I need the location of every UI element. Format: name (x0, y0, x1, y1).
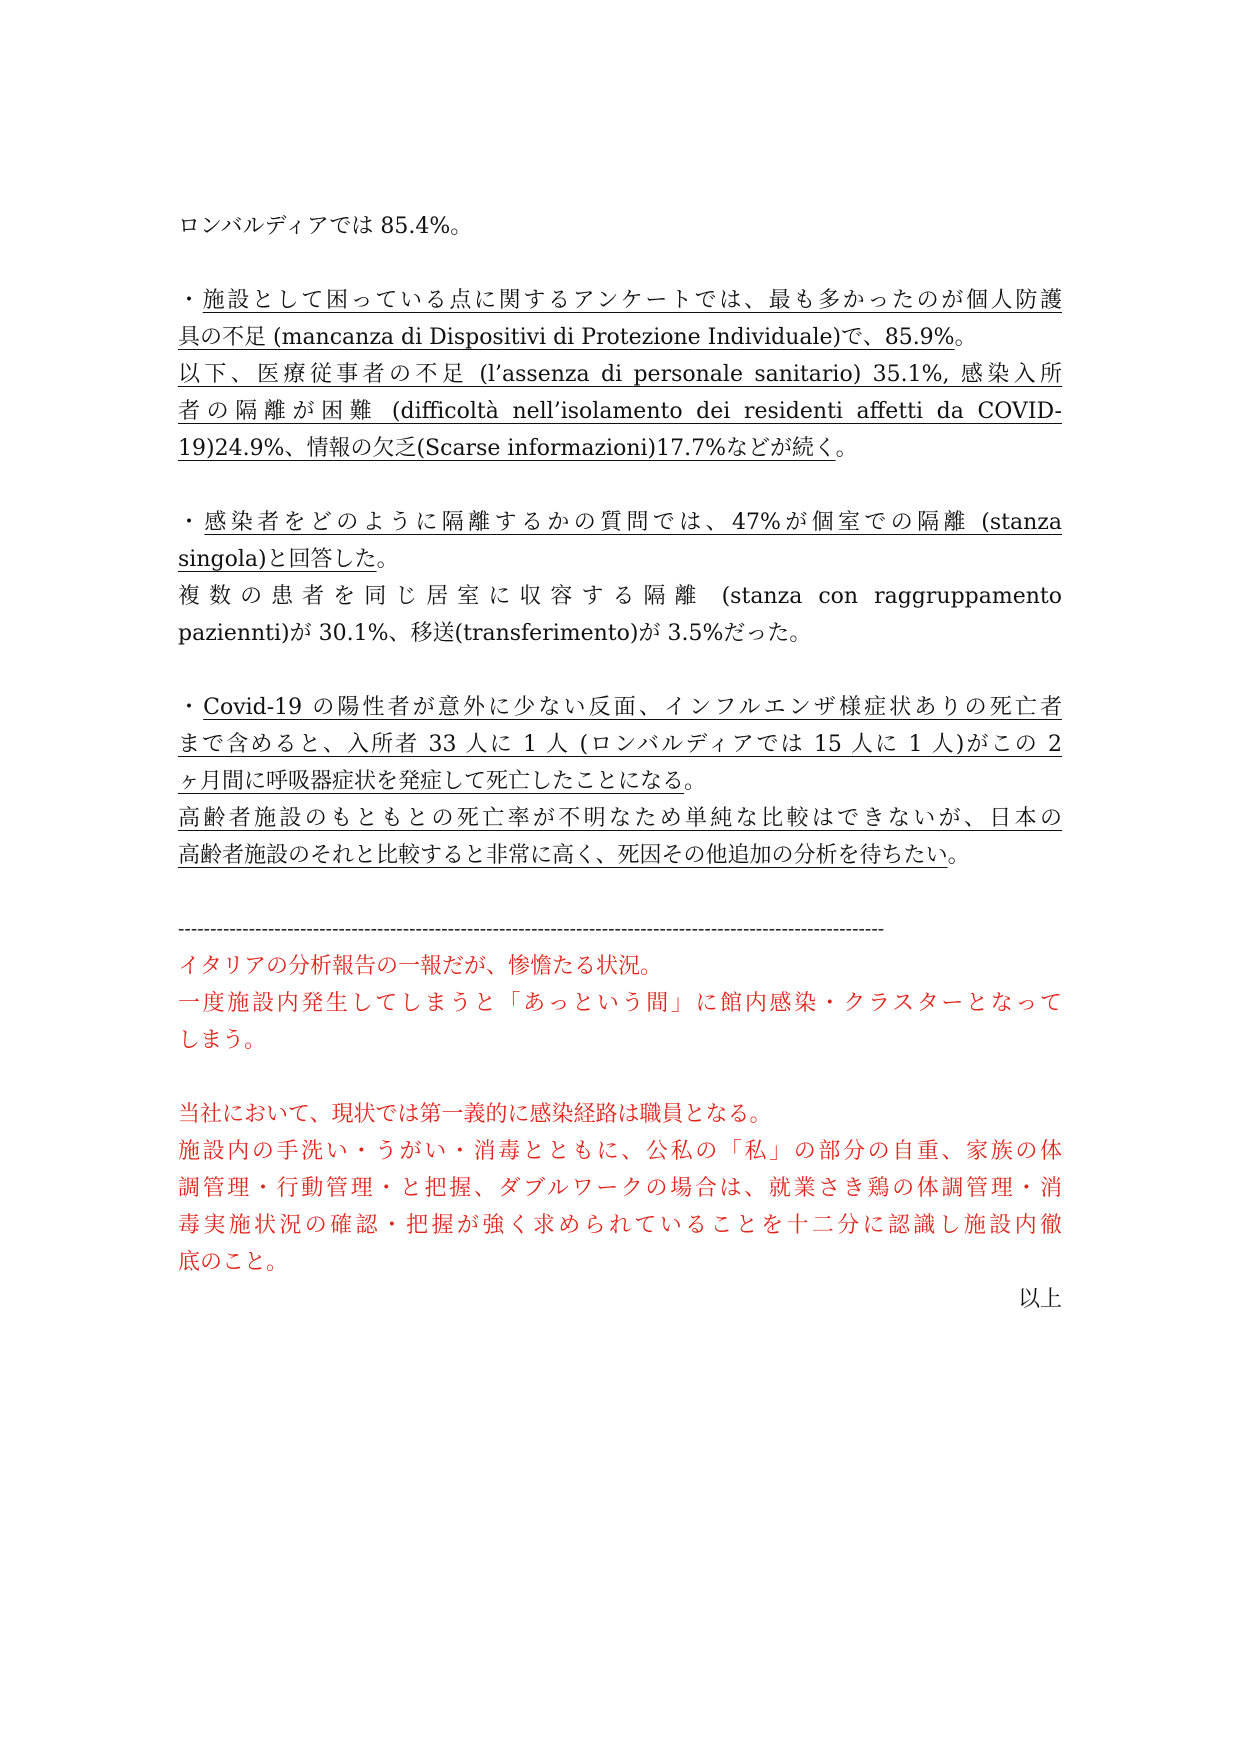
blank-line (178, 1059, 1062, 1096)
underlined-text-line: 高齢者施設のもともとの死亡率が不明なため単純な比較はできないが、日本の (178, 806, 1062, 831)
underlined-text: 感染者をどのように隔離するかの質問では、47%が個室での隔離 (stanza (204, 510, 1062, 535)
comment-line: 一度施設内発生してしまうと「あっという間」に館内感染・クラスターとなって (178, 991, 1062, 1016)
period-text: 。 (954, 325, 977, 350)
blank-line (178, 652, 1062, 689)
bullet-glyph: ・ (178, 288, 203, 313)
period-text: 。 (684, 769, 707, 794)
dashed-separator: -------------------------------------------------------------------------------------------------------------- (178, 918, 885, 940)
period-text: 。 (376, 547, 399, 572)
text-line (178, 541, 1062, 578)
text-line (178, 689, 1062, 726)
comment-line: 当社において、現状では第一義的に感染経路は職員となる。 (178, 1102, 772, 1127)
text-line (178, 319, 1062, 356)
blank-line (178, 467, 1062, 504)
comment-line: 毒実施状況の確認・把握が強く求められていることを十二分に認識し施設内徹 (178, 1213, 1062, 1238)
text-line (178, 837, 1062, 874)
underlined-text: 施設として困っている点に関するアンケートでは、最も多かったのが個人防護 (202, 288, 1062, 313)
underlined-text-line: まで含めると、入所者 33 人に 1 人 (ロンバルディアでは 15 人に 1 人)がこの 2 (178, 732, 1062, 757)
text-line (178, 504, 1062, 541)
underlined-text: 19)24.9%、情報の欠乏(Scarse informazioni)17.7%などが続く (178, 436, 836, 461)
comment-line: 施設内の手洗い・うがい・消毒とともに、公私の「私」の部分の自重、家族の体 (178, 1139, 1062, 1164)
underlined-text-line: 以下、医療従事者の不足 (l’assenza di personale sanitario) 35.1%, 感染入所 (178, 362, 1062, 387)
blank-line (178, 874, 1062, 911)
text-line: ロンバルディアでは 85.4%。 (178, 214, 473, 239)
text-line: 複数の患者を同じ居室に収容する隔離 (stanza con raggruppamento (178, 584, 1062, 609)
text-line: paziennti)が 30.1%、移送(transferimento)が 3.5%だった。 (178, 621, 812, 646)
closing-text: 以上 (1017, 1287, 1062, 1312)
underlined-text-line: 者の隔離が困難 (difficoltà nell’isolamento dei residenti affetti da COVID- (178, 399, 1062, 424)
underlined-text: 具の不足 (mancanza di Dispositivi di Protezione Individuale)で、85.9% (178, 325, 955, 350)
period-text: 。 (947, 843, 970, 868)
text-line (178, 282, 1062, 319)
bullet-glyph: ・ (178, 510, 205, 535)
blank-line (178, 245, 1062, 282)
text-line (178, 763, 1062, 800)
text-line (178, 430, 1062, 467)
underlined-text: 高齢者施設のそれと比較すると非常に高く、死因その他追加の分析を待ちたい (178, 843, 948, 868)
underlined-text: Covid-19 の陽性者が意外に少ない反面、インフルエンザ様症状ありの死亡者 (203, 695, 1062, 720)
comment-line: イタリアの分析報告の一報だが、惨憺たる状況。 (178, 954, 663, 979)
period-text: 。 (835, 436, 858, 461)
document-page (178, 208, 1062, 1318)
underlined-text: singola)と回答した (178, 547, 377, 572)
comment-line: 底のこと。 (178, 1250, 289, 1275)
comment-line: 調管理・行動管理・と把握、ダブルワークの場合は、就業さき鶏の体調管理・消 (178, 1176, 1062, 1201)
comment-line: しまう。 (178, 1028, 267, 1053)
bullet-glyph: ・ (178, 695, 204, 720)
underlined-text: ヶ月間に呼吸器症状を発症して死亡したことになる (178, 769, 685, 794)
